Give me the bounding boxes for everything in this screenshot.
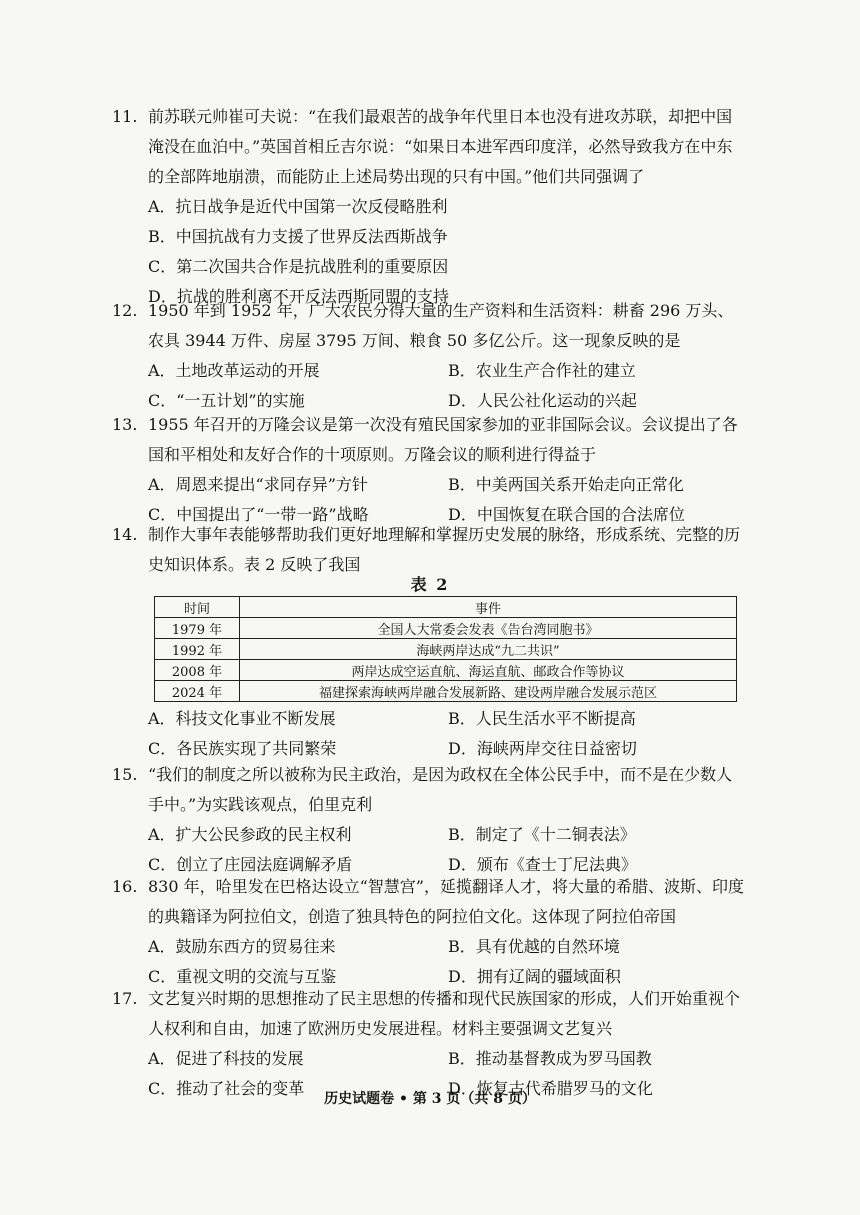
table-cell-time: 1979 年	[155, 618, 240, 639]
option-a: A．促进了科技的发展	[148, 1049, 304, 1068]
table-cell-time: 2024 年	[155, 681, 240, 702]
option-c: C．创立了庄园法庭调解矛盾	[148, 855, 353, 874]
table-row	[155, 639, 737, 660]
table-cell-time: 1992 年	[155, 639, 240, 660]
question-stem: 830 年，哈里发在巴格达设立“智慧宫”，延揽翻译人才，将大量的希腊、波斯、印度的典籍译为阿拉伯文，创造了独具特色的阿拉伯文化。这体现了阿拉伯帝国	[148, 877, 744, 926]
question-number: 17.	[112, 989, 138, 1008]
table-cell-event: 全国人大常委会发表《告台湾同胞书》	[240, 618, 737, 639]
question-number: 14.	[112, 525, 138, 544]
question-15	[112, 760, 748, 880]
table-row	[155, 618, 737, 639]
options	[148, 192, 748, 312]
table-header-time: 时间	[155, 597, 240, 618]
question-16	[112, 872, 748, 992]
question-12	[112, 296, 748, 416]
option-d: D．人民公社化运动的兴起	[448, 391, 637, 410]
question-stem: 文艺复兴时期的思想推动了民主思想的传播和现代民族国家的形成，人们开始重视个人权利和自由，加速了欧洲历史发展进程。材料主要强调文艺复兴	[148, 989, 741, 1038]
option-d: D．颁布《查士丁尼法典》	[448, 855, 637, 874]
option-c: C．“一五计划”的实施	[148, 391, 305, 410]
question-number: 15.	[112, 765, 138, 784]
option-d: D．抗战的胜利离不开反法西斯同盟的支持	[148, 287, 449, 306]
option-c: C．各民族实现了共同繁荣	[148, 739, 337, 758]
option-b: B．推动基督教成为罗马国教	[448, 1049, 652, 1068]
option-d: D．中国恢复在联合国的合法席位	[448, 505, 685, 524]
question-14-options	[118, 704, 748, 764]
option-a: A．周恩来提出“求同存异”方针	[148, 475, 368, 494]
option-a: A．土地改革运动的开展	[148, 361, 320, 380]
table-cell-event: 福建探索海峡两岸融合发展新路、建设两岸融合发展示范区	[240, 681, 737, 702]
options	[148, 704, 748, 764]
events-table	[154, 596, 737, 702]
option-b: B．制定了《十二铜表法》	[448, 825, 636, 844]
option-a: A．鼓励东西方的贸易往来	[148, 937, 336, 956]
option-b: B．中国抗战有力支援了世界反法西斯战争	[148, 227, 448, 246]
option-c: C．第二次国共合作是抗战胜利的重要原因	[148, 257, 449, 276]
option-b: B．具有优越的自然环境	[448, 937, 620, 956]
option-c: C．中国提出了“一带一路”战略	[148, 505, 369, 524]
options	[148, 932, 748, 992]
table-row	[155, 681, 737, 702]
question-14	[112, 520, 748, 580]
option-a: A．科技文化事业不断发展	[148, 709, 336, 728]
question-number: 12.	[112, 301, 138, 320]
question-stem: 1955 年召开的万隆会议是第一次没有殖民国家参加的亚非国际会议。会议提出了各国和平相处和友好合作的十项原则。万隆会议的顺利进行得益于	[148, 415, 738, 464]
question-stem: “我们的制度之所以被称为民主政治，是因为政权在全体公民手中，而不是在少数人手中。”为实践该观点，伯里克利	[148, 765, 733, 814]
question-13	[112, 410, 748, 530]
option-b: B．中美两国关系开始走向正常化	[448, 475, 684, 494]
question-number: 11.	[112, 107, 138, 126]
table-cell-event: 海峡两岸达成“九二共识”	[240, 639, 737, 660]
table-title: 表 2	[410, 575, 450, 594]
question-number: 16.	[112, 877, 138, 896]
options	[148, 820, 748, 880]
table-cell-event: 两岸达成空运直航、海运直航、邮政合作等协议	[240, 660, 737, 681]
question-17	[112, 984, 748, 1104]
question-stem: 制作大事年表能够帮助我们更好地理解和掌握历史发展的脉络，形成系统、完整的历史知识体系。表 2 反映了我国	[148, 525, 741, 574]
option-a: A．扩大公民参政的民主权利	[148, 825, 352, 844]
option-a: A．抗日战争是近代中国第一次反侵略胜利	[148, 197, 448, 216]
option-b: B．人民生活水平不断提高	[448, 709, 636, 728]
option-c: C．重视文明的交流与互鉴	[148, 967, 337, 986]
option-d: D．恢复古代希腊罗马的文化	[448, 1079, 653, 1098]
page-footer: 历史试题卷 • 第 3 页（共 8 页）	[324, 1091, 536, 1107]
question-stem: 前苏联元帅崔可夫说：“在我们最艰苦的战争年代里日本也没有进攻苏联，却把中国淹没在血泊中。”英国首相丘吉尔说：“如果日本进军西印度洋，必然导致我方在中东的全部阵地崩溃，而能防止上述局势出现的只有中国。”他们共同强调了	[148, 107, 733, 186]
table-header-row	[155, 597, 737, 618]
options	[148, 356, 748, 416]
question-number: 13.	[112, 415, 138, 434]
table-row	[155, 660, 737, 681]
option-c: C．推动了社会的变革	[148, 1079, 305, 1098]
table-cell-time: 2008 年	[155, 660, 240, 681]
option-b: B．农业生产合作社的建立	[448, 361, 636, 380]
table-header-event: 事件	[240, 597, 737, 618]
option-d: D．海峡两岸交往日益密切	[448, 739, 637, 758]
option-d: D．拥有辽阔的疆域面积	[448, 967, 621, 986]
question-stem: 1950 年到 1952 年，广大农民分得大量的生产资料和生活资料：耕畜 296 万头、农具 3944 万件、房屋 3795 万间、粮食 50 多亿公斤。这一现象反映的是	[148, 301, 734, 350]
